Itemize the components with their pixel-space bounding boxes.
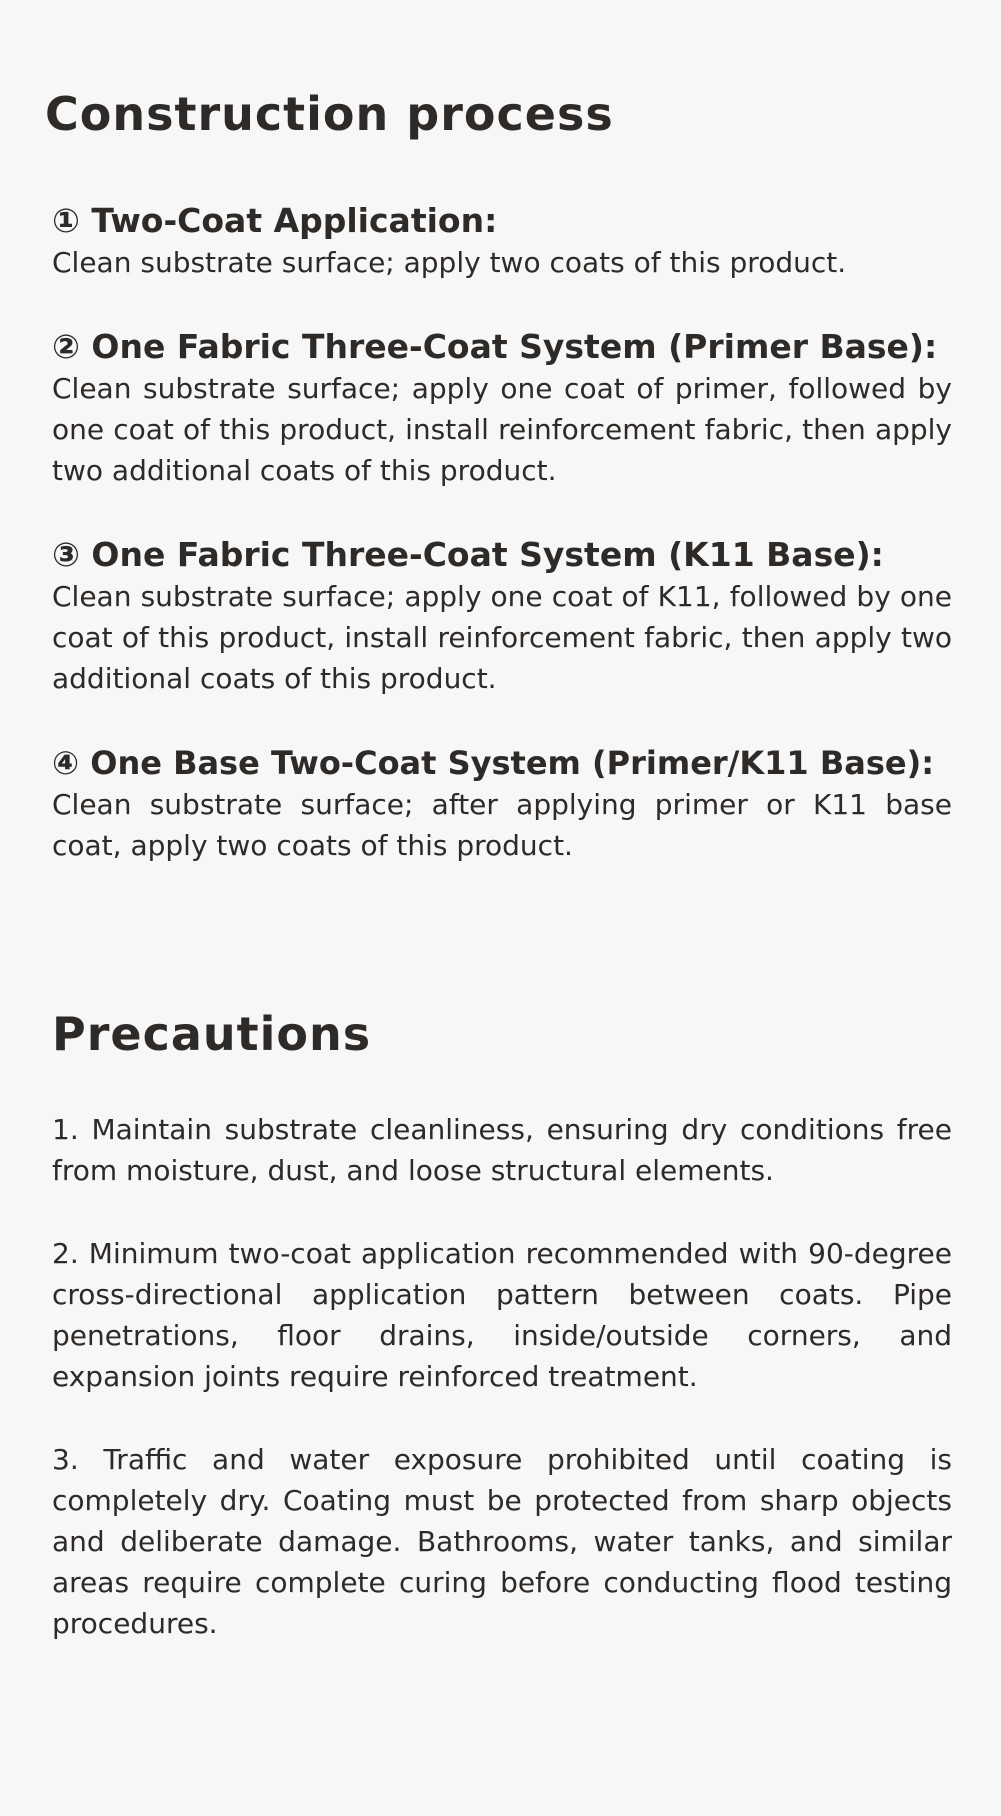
step-heading: ② One Fabric Three-Coat System (Primer Base):: [52, 327, 938, 366]
construction-step-4: [52, 742, 952, 866]
precaution-item-2: 2. Minimum two-coat application recommended with 90-degree cross-directional application pattern between coats. Pipe penetrations, floor drains, inside/outside corners, and expansion joints require reinforced treatment.: [52, 1237, 952, 1393]
construction-step-2: [52, 326, 952, 491]
construction-step-3: [52, 534, 952, 699]
precautions-title: Precautions: [52, 1007, 372, 1061]
step-heading: ① Two-Coat Application:: [52, 201, 498, 240]
step-heading: ④ One Base Two-Coat System (Primer/K11 Base):: [52, 744, 934, 782]
step-heading: ③ One Fabric Three-Coat System (K11 Base):: [52, 535, 884, 574]
step-body: Clean substrate surface; apply two coats of this product.: [52, 246, 847, 279]
step-body: Clean substrate surface; apply one coat of K11, followed by one coat of this product, install reinforcement fabric, then apply two additional coats of this product.: [52, 580, 952, 695]
precaution-item-3: 3. Traffic and water exposure prohibited until coating is completely dry. Coating must be protected from sharp objects and deliberate damage. Bathrooms, water tanks, and similar areas require complete curing before conducting flood testing procedures.: [52, 1443, 952, 1640]
step-body: Clean substrate surface; apply one coat of primer, followed by one coat of this product, install reinforcement fabric, then apply two additional coats of this product.: [52, 372, 952, 487]
construction-process-title: Construction process: [45, 87, 614, 141]
precaution-item-1: 1. Maintain substrate cleanliness, ensuring dry conditions free from moisture, dust, and loose structural elements.: [52, 1113, 952, 1187]
step-body: Clean substrate surface; after applying primer or K11 base coat, apply two coats of this product.: [52, 788, 952, 862]
construction-step-1: [52, 200, 952, 283]
